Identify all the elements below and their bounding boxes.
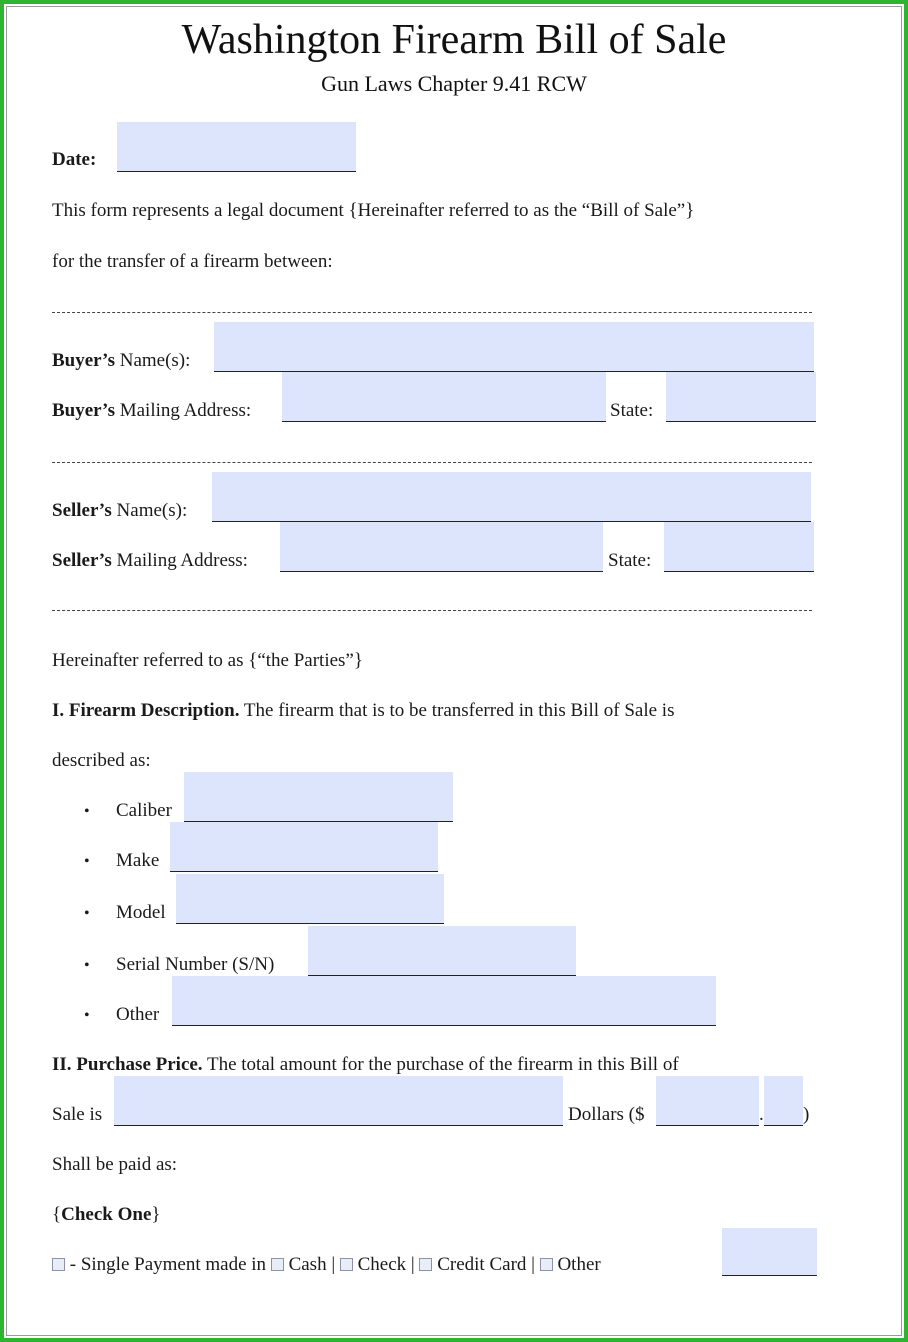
other-field[interactable]	[172, 976, 716, 1026]
dollars-amount-field[interactable]	[656, 1076, 759, 1126]
firearm-description-text: I. Firearm Description. The firearm that is to be transferred in this Bill of Sale is	[52, 700, 675, 721]
caliber-label: Caliber	[116, 800, 172, 821]
serial-number-field[interactable]	[308, 926, 576, 976]
seller-name-field[interactable]	[212, 472, 811, 522]
purchase-price-text: II. Purchase Price. The total amount for the purchase of the firearm in this Bill of	[52, 1054, 679, 1075]
seller-address-label: Seller’s Mailing Address:	[52, 550, 248, 571]
intro-line-2: for the transfer of a firearm between:	[52, 251, 333, 272]
single-payment-checkbox[interactable]	[52, 1258, 65, 1271]
buyer-state-label: State:	[610, 400, 654, 421]
document-title: Washington Firearm Bill of Sale	[181, 17, 727, 63]
cash-label: Cash |	[283, 1254, 340, 1275]
dollars-label: Dollars ($	[568, 1104, 645, 1125]
parties-text: Hereinafter referred to as {“the Parties”}	[52, 650, 363, 671]
check-label: Check |	[352, 1254, 420, 1275]
buyer-name-field[interactable]	[214, 322, 814, 372]
sale-is-label: Sale is	[52, 1104, 103, 1125]
seller-name-label: Seller’s Name(s):	[52, 500, 188, 521]
credit-card-checkbox[interactable]	[419, 1258, 432, 1271]
model-label: Model	[116, 902, 166, 923]
seller-address-field[interactable]	[280, 522, 603, 572]
bullet: •	[84, 803, 90, 820]
date-field[interactable]	[117, 122, 356, 172]
single-payment-label: - Single Payment made in	[65, 1254, 271, 1275]
serial-number-label: Serial Number (S/N)	[116, 954, 275, 975]
make-label: Make	[116, 850, 160, 871]
bullet: •	[84, 957, 90, 974]
other-payment-label: Other	[552, 1254, 601, 1275]
payment-options-row	[52, 1253, 601, 1277]
document-subtitle: Gun Laws Chapter 9.41 RCW	[321, 71, 587, 96]
close-paren: )	[803, 1104, 810, 1125]
divider	[52, 312, 812, 313]
cents-amount-field[interactable]	[764, 1076, 803, 1126]
caliber-field[interactable]	[184, 772, 453, 822]
bullet: •	[84, 1007, 90, 1024]
check-one-label: {Check One}	[52, 1204, 161, 1225]
amount-words-field[interactable]	[114, 1076, 563, 1126]
divider	[52, 462, 812, 463]
model-field[interactable]	[176, 874, 444, 924]
seller-state-label: State:	[608, 550, 652, 571]
buyer-address-field[interactable]	[282, 372, 606, 422]
buyer-state-field[interactable]	[666, 372, 816, 422]
check-checkbox[interactable]	[340, 1258, 353, 1271]
bullet: •	[84, 905, 90, 922]
decimal-point: .	[759, 1104, 764, 1125]
paid-as-text: Shall be paid as:	[52, 1154, 178, 1175]
date-label: Date:	[52, 149, 97, 170]
buyer-address-label: Buyer’s Mailing Address:	[52, 400, 252, 421]
other-payment-field[interactable]	[722, 1228, 817, 1276]
intro-line-1: This form represents a legal document {Hereinafter referred to as the “Bill of Sale”}	[52, 200, 695, 221]
divider	[52, 610, 812, 611]
firearm-description-text-2: described as:	[52, 750, 151, 771]
cash-checkbox[interactable]	[271, 1258, 284, 1271]
seller-state-field[interactable]	[664, 522, 814, 572]
make-field[interactable]	[170, 822, 438, 872]
other-label: Other	[116, 1004, 160, 1025]
credit-card-label: Credit Card |	[432, 1254, 540, 1275]
bullet: •	[84, 853, 90, 870]
buyer-name-label: Buyer’s Name(s):	[52, 350, 191, 371]
other-payment-checkbox[interactable]	[540, 1258, 553, 1271]
